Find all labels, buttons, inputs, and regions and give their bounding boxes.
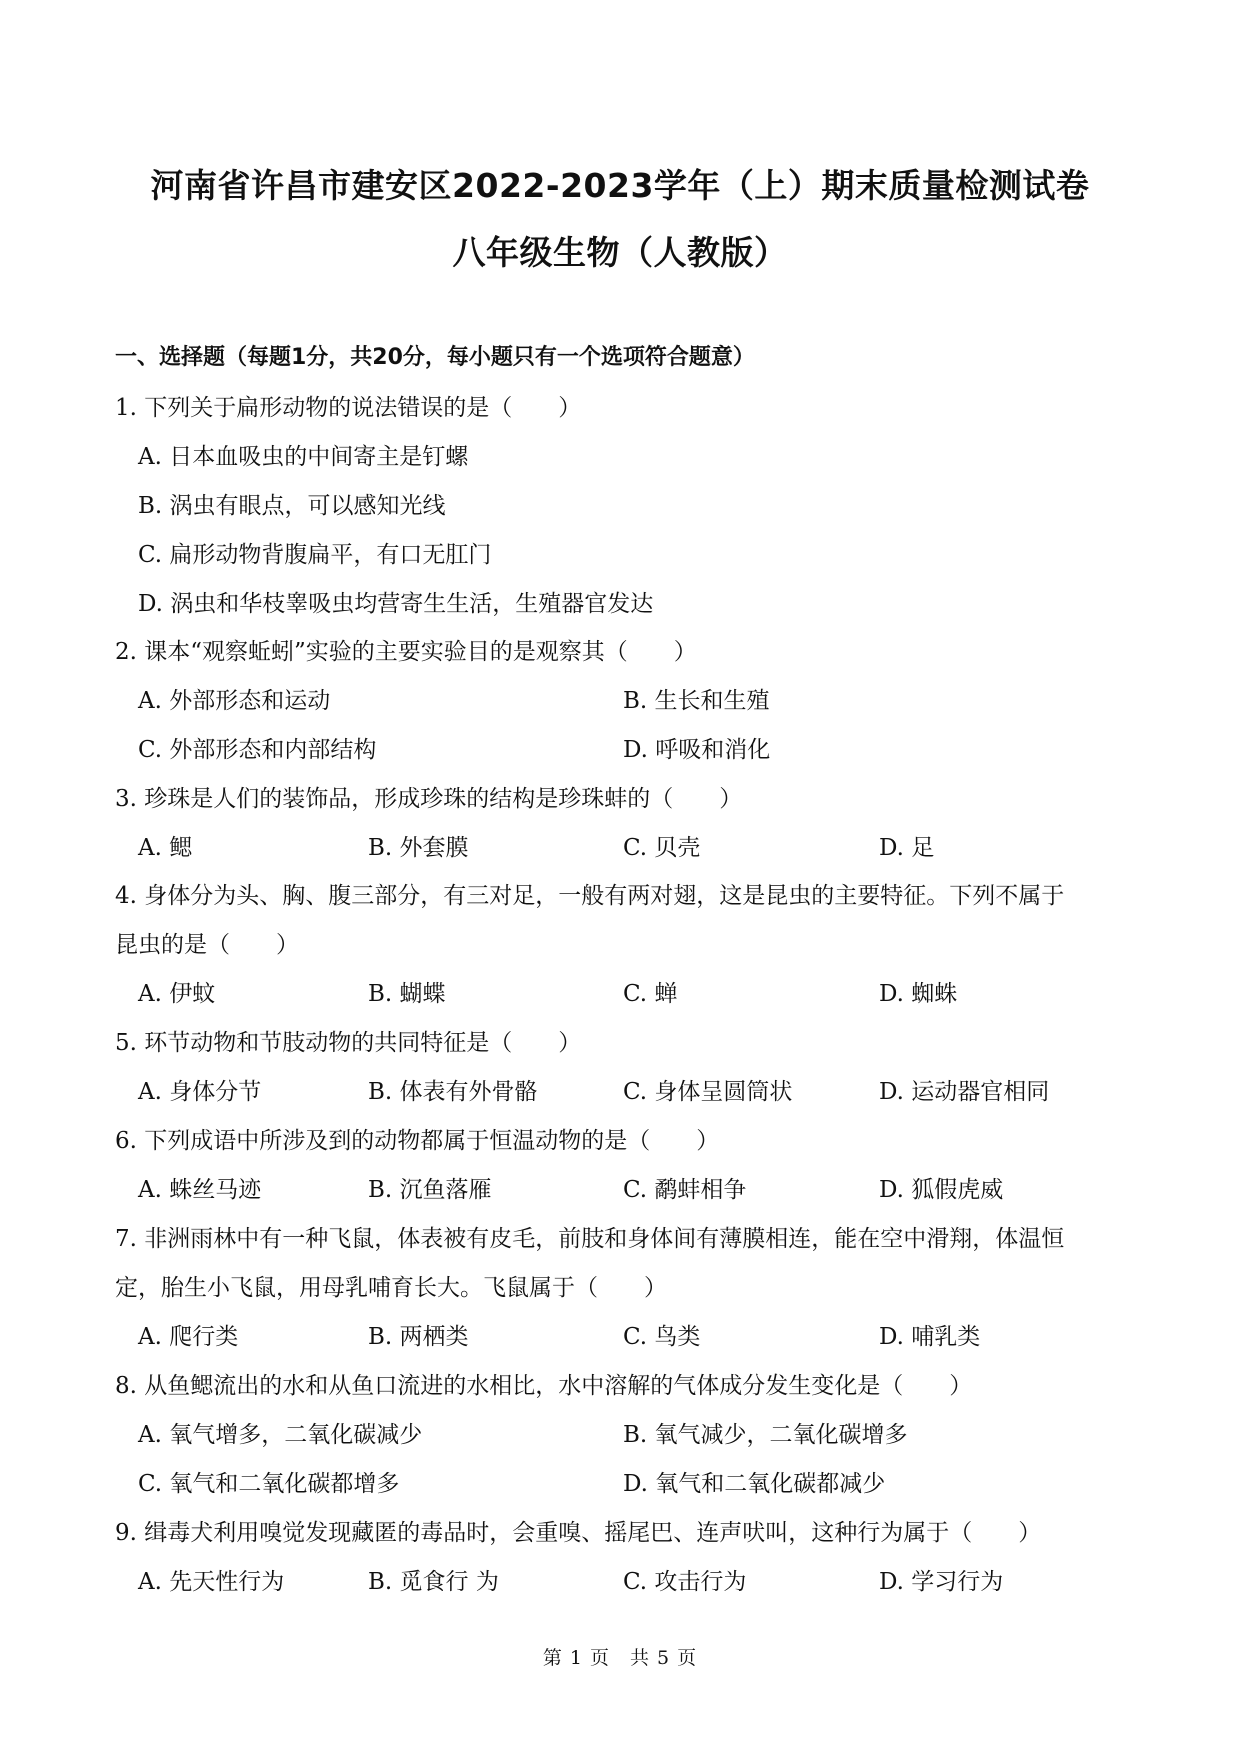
- question-2-stem: 2. 课本“观察蚯蚓”实验的主要实验目的是观察其（ ）: [115, 639, 697, 665]
- question-7-stem-line-1: 7. 非洲雨林中有一种飞鼠，体表被有皮毛，前肢和身体间有薄膜相连，能在空中滑翔，体温恒: [115, 1226, 1065, 1252]
- question-1-option-a: A. 日本血吸虫的中间寄主是钉螺: [138, 444, 469, 470]
- question-8-stem: 8. 从鱼鳃流出的水和从鱼口流进的水相比，水中溶解的气体成分发生变化是（ ）: [115, 1373, 973, 1399]
- question-4-stem-line-2: 昆虫的是（ ）: [115, 932, 299, 958]
- question-8-option-d: D. 氧气和二氧化碳都减少: [623, 1471, 886, 1497]
- question-5-option-c: C. 身体呈圆筒状: [623, 1079, 793, 1105]
- question-9-stem: 9. 缉毒犬利用嗅觉发现藏匿的毒品时，会重嗅、摇尾巴、连声吠叫，这种行为属于（ ）: [115, 1520, 1042, 1546]
- question-4-option-c: C. 蝉: [623, 981, 678, 1007]
- question-3-option-b: B. 外套膜: [368, 835, 469, 861]
- question-1-option-b: B. 涡虫有眼点，可以感知光线: [138, 493, 446, 519]
- question-1-stem: 1. 下列关于扁形动物的说法错误的是（ ）: [115, 395, 582, 421]
- question-8-option-b: B. 氧气减少，二氧化碳增多: [623, 1422, 908, 1448]
- question-6-option-d: D. 狐假虎威: [879, 1177, 1004, 1203]
- question-9-option-c: C. 攻击行为: [623, 1569, 747, 1595]
- question-3-option-a: A. 鳃: [138, 835, 193, 861]
- exam-title: 河南省许昌市建安区2022-2023学年（上）期末质量检测试卷: [150, 166, 1090, 205]
- section-heading: 一、选择题（每题1分，共20分，每小题只有一个选项符合题意）: [115, 345, 755, 370]
- question-4-option-b: B. 蝴蝶: [368, 981, 446, 1007]
- question-3-option-d: D. 足: [879, 835, 935, 861]
- question-1-option-c: C. 扁形动物背腹扁平，有口无肛门: [138, 542, 492, 568]
- question-6-option-b: B. 沉鱼落雁: [368, 1177, 492, 1203]
- question-4-stem-line-1: 4. 身体分为头、胸、腹三部分，有三对足，一般有两对翅，这是昆虫的主要特征。下列不属于: [115, 883, 1065, 909]
- question-7-option-b: B. 两栖类: [368, 1324, 469, 1350]
- page-footer: 第 1 页 共 5 页: [542, 1647, 698, 1669]
- exam-subtitle: 八年级生物（人教版）: [452, 233, 788, 272]
- question-2-option-c: C. 外部形态和内部结构: [138, 737, 377, 763]
- question-4-option-d: D. 蜘蛛: [879, 981, 958, 1007]
- question-5-stem: 5. 环节动物和节肢动物的共同特征是（ ）: [115, 1030, 582, 1056]
- question-5-option-d: D. 运动器官相同: [879, 1079, 1050, 1105]
- question-7-stem-line-2: 定，胎生小飞鼠，用母乳哺育长大。飞鼠属于（ ）: [115, 1275, 667, 1301]
- question-5-option-a: A. 身体分节: [138, 1079, 262, 1105]
- question-2-option-d: D. 呼吸和消化: [623, 737, 771, 763]
- question-9-option-d: D. 学习行为: [879, 1569, 1004, 1595]
- question-3-option-c: C. 贝壳: [623, 835, 701, 861]
- question-5-option-b: B. 体表有外骨骼: [368, 1079, 538, 1105]
- question-3-stem: 3. 珍珠是人们的装饰品，形成珍珠的结构是珍珠蚌的（ ）: [115, 786, 743, 812]
- question-7-option-d: D. 哺乳类: [879, 1324, 981, 1350]
- question-6-stem: 6. 下列成语中所涉及到的动物都属于恒温动物的是（ ）: [115, 1128, 720, 1154]
- question-6-option-a: A. 蛛丝马迹: [138, 1177, 262, 1203]
- question-6-option-c: C. 鹬蚌相争: [623, 1177, 747, 1203]
- question-8-option-a: A. 氧气增多，二氧化碳减少: [138, 1422, 423, 1448]
- question-7-option-c: C. 鸟类: [623, 1324, 701, 1350]
- question-7-option-a: A. 爬行类: [138, 1324, 239, 1350]
- question-4-option-a: A. 伊蚊: [138, 981, 216, 1007]
- question-2-option-a: A. 外部形态和运动: [138, 688, 331, 714]
- question-9-option-a: A. 先天性行为: [138, 1569, 285, 1595]
- question-9-option-b: B. 觅食行 为: [368, 1569, 499, 1595]
- question-2-option-b: B. 生长和生殖: [623, 688, 770, 714]
- question-8-option-c: C. 氧气和二氧化碳都增多: [138, 1471, 400, 1497]
- question-1-option-d: D. 涡虫和华枝睾吸虫均营寄生生活，生殖器官发达: [138, 591, 654, 617]
